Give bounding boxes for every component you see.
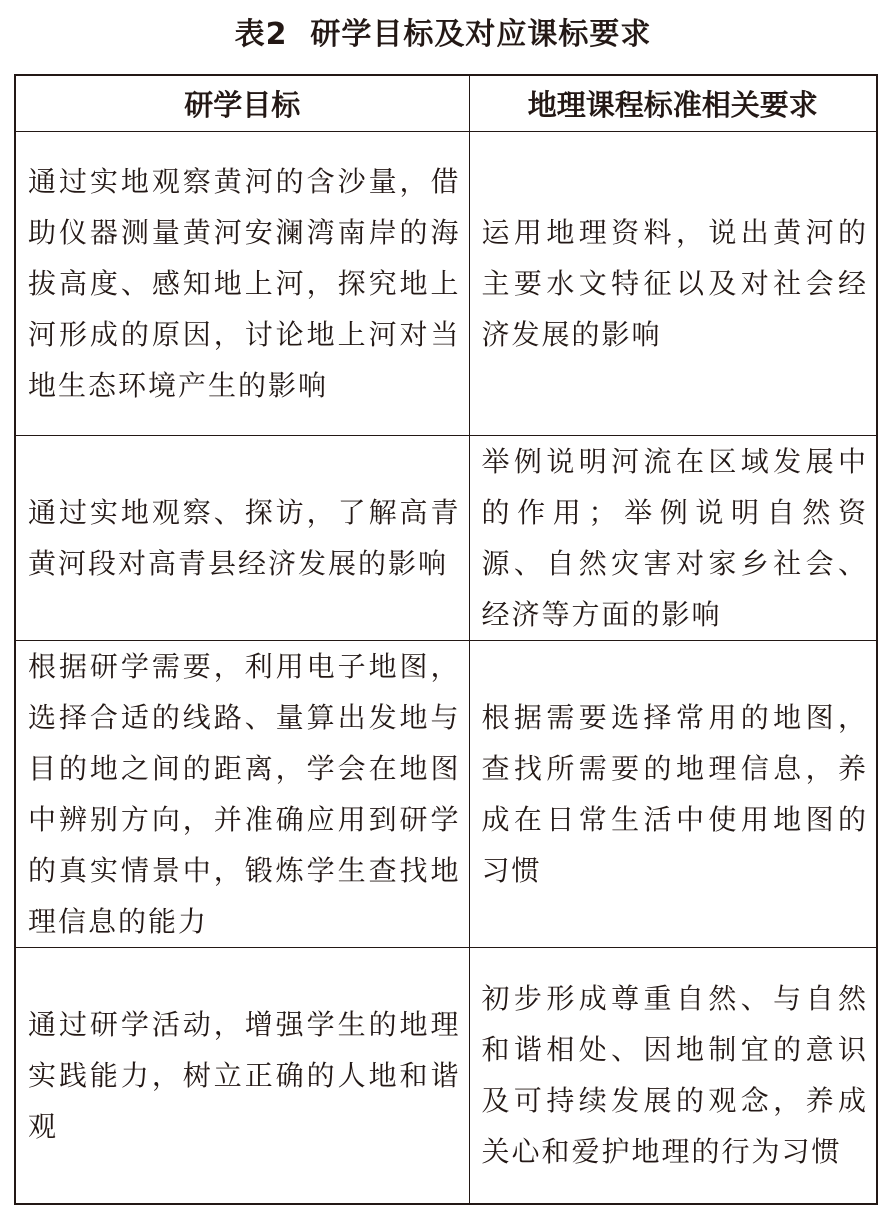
goal-cell: 通过实地观察黄河的含沙量，借助仪器测量黄河安澜湾南岸的海拔高度、感知地上河，探究地上河形成的原因，讨论地上河对当地生态环境产生的影响 <box>15 131 469 435</box>
table-row <box>15 435 877 640</box>
header-goal: 研学目标 <box>15 75 469 131</box>
table-row <box>15 947 877 1204</box>
goal-cell: 通过实地观察、探访，了解高青黄河段对高青县经济发展的影响 <box>15 435 469 640</box>
goal-cell: 通过研学活动，增强学生的地理实践能力，树立正确的人地和谐观 <box>15 947 469 1204</box>
goals-standards-table <box>14 74 878 1205</box>
standard-cell: 运用地理资料，说出黄河的主要水文特征以及对社会经济发展的影响 <box>469 131 877 435</box>
goal-cell: 根据研学需要，利用电子地图，选择合适的线路、量算出发地与目的地之间的距离，学会在地图中辨别方向，并准确应用到研学的真实情景中，锻炼学生查找地理信息的能力 <box>15 640 469 947</box>
standard-cell: 根据需要选择常用的地图，查找所需要的地理信息，养成在日常生活中使用地图的习惯 <box>469 640 877 947</box>
table-row <box>15 640 877 947</box>
standard-cell: 初步形成尊重自然、与自然和谐相处、因地制宜的意识及可持续发展的观念，养成关心和爱护地理的行为习惯 <box>469 947 877 1204</box>
table-caption: 表2 研学目标及对应课标要求 <box>234 17 652 52</box>
table-header-row <box>15 75 877 131</box>
table-row <box>15 131 877 435</box>
standard-cell: 举例说明河流在区域发展中的作用；举例说明自然资源、自然灾害对家乡社会、经济等方面的影响 <box>469 435 877 640</box>
header-standard: 地理课程标准相关要求 <box>469 75 877 131</box>
